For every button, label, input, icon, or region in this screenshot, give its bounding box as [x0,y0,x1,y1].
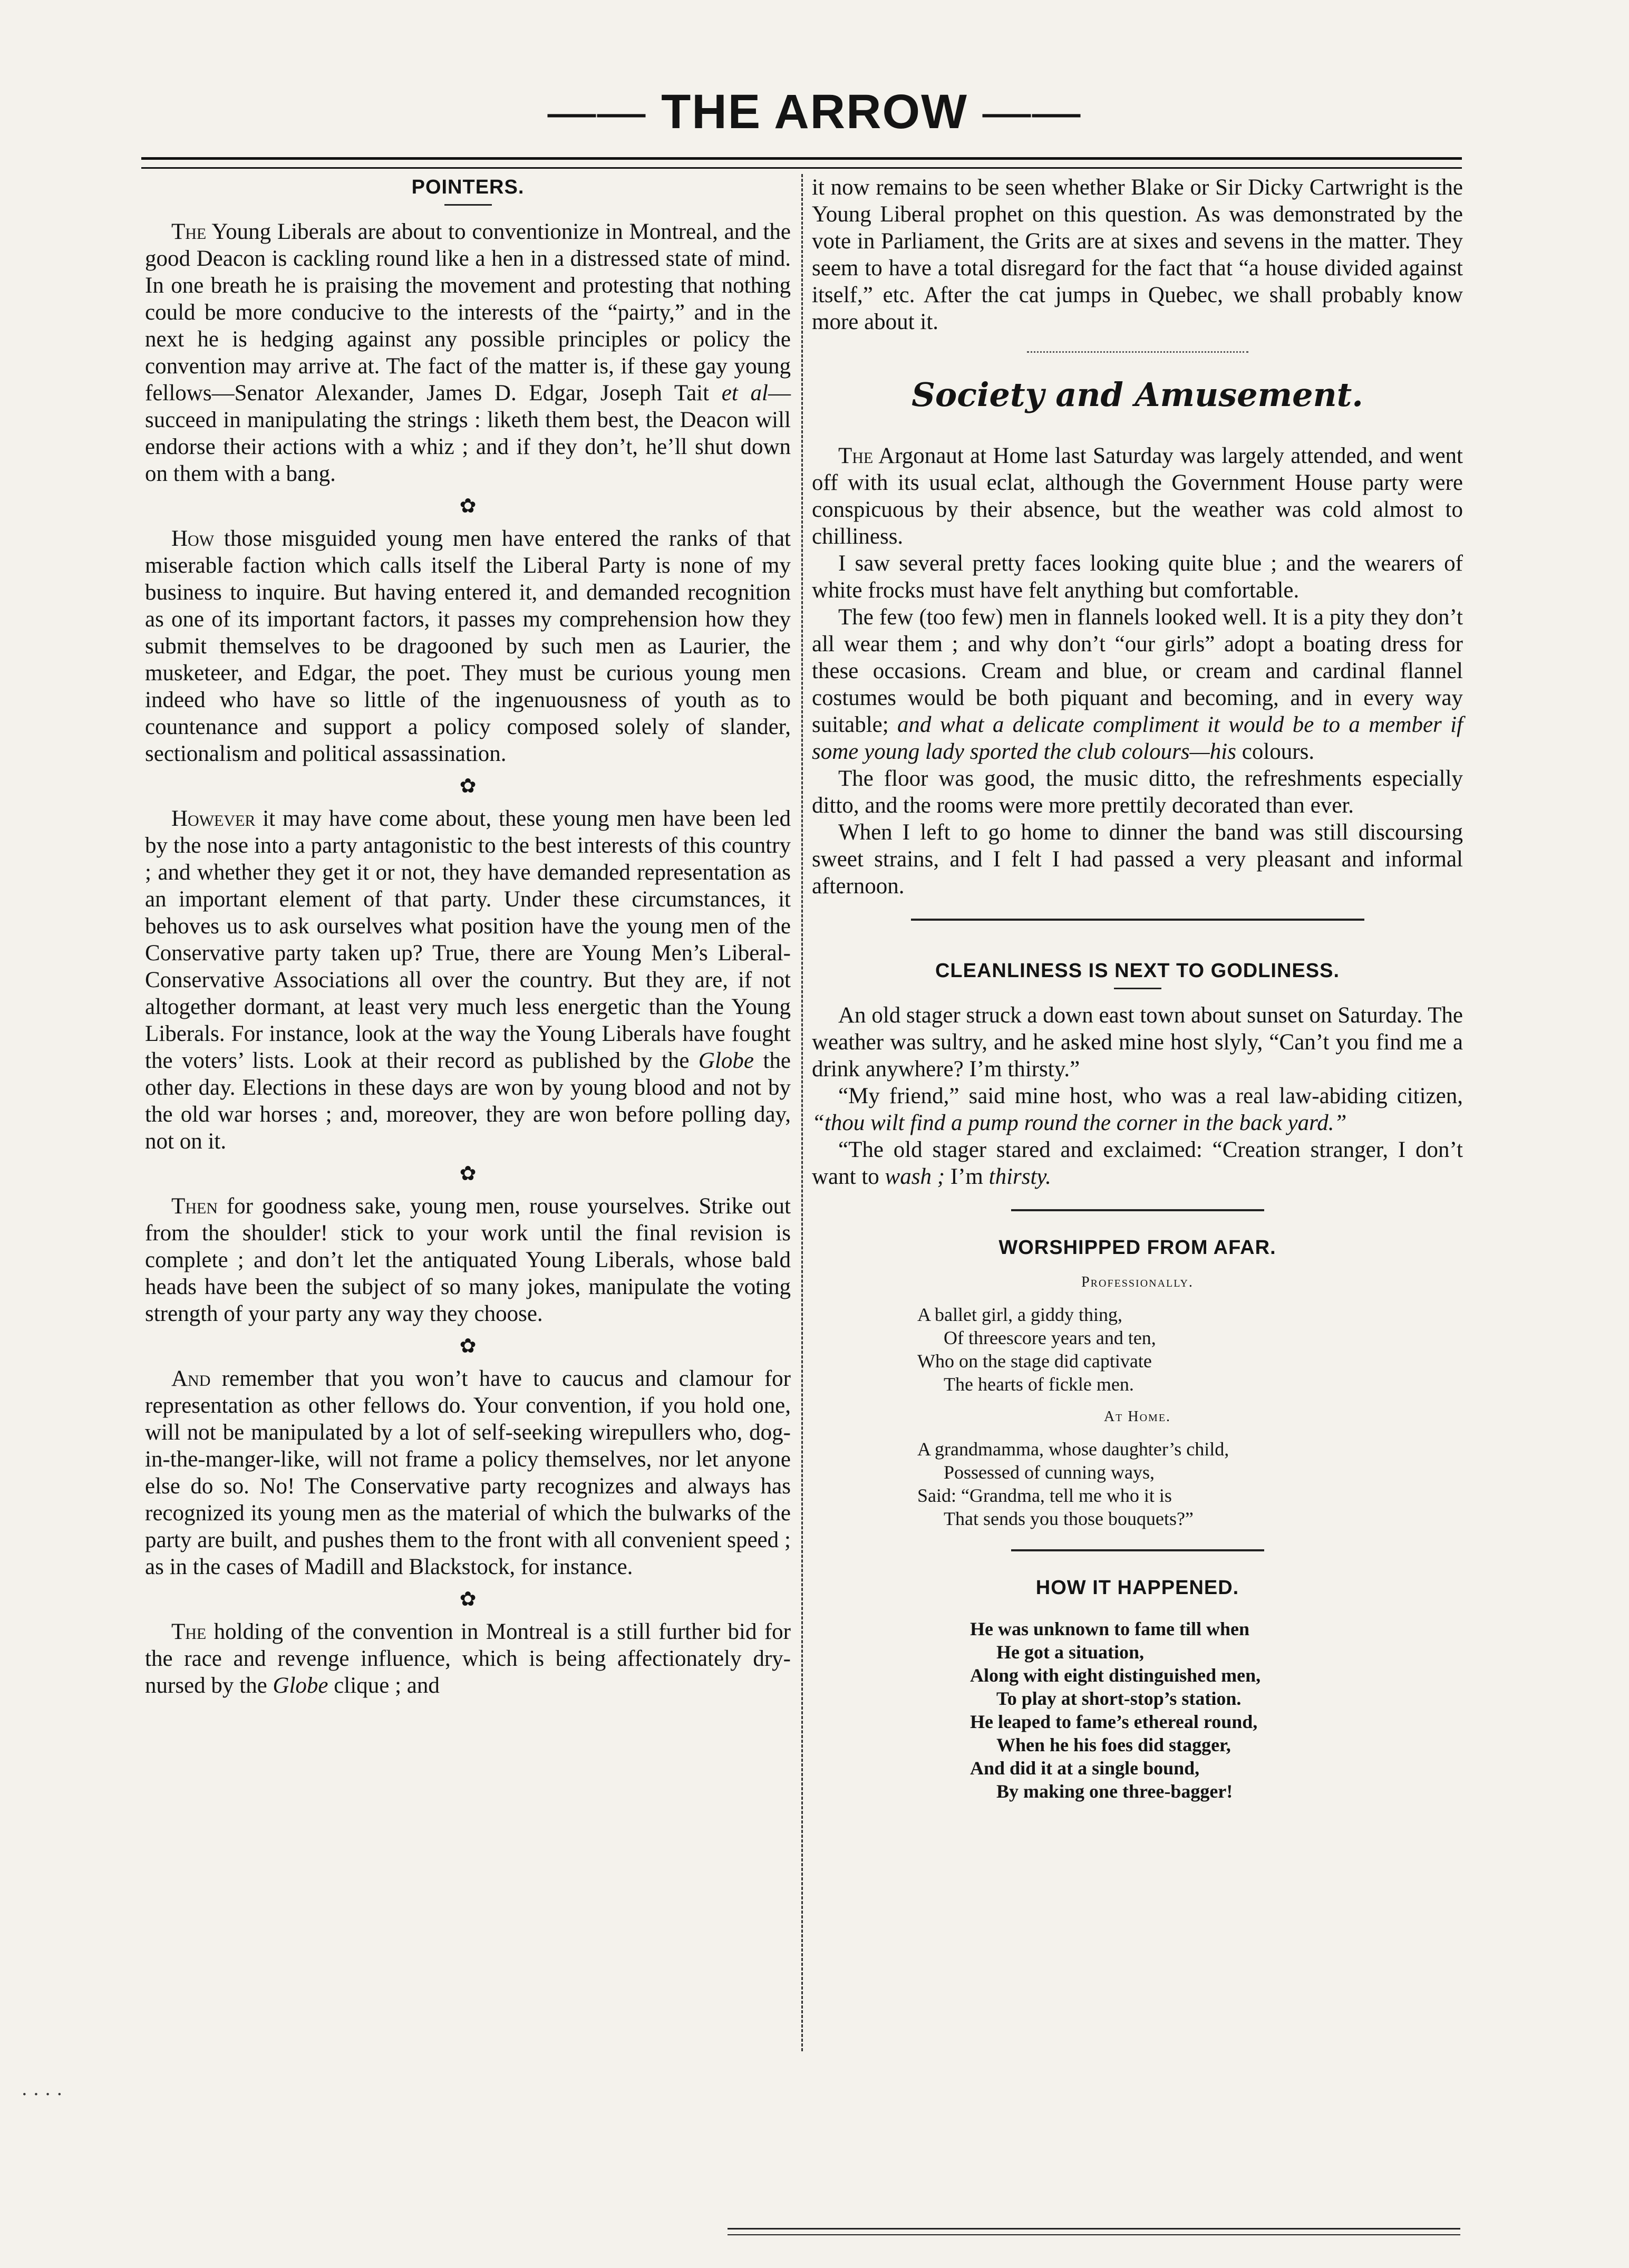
worshipped-verse-2 [917,1437,1463,1530]
verse-line: And did it at a single bound, [970,1758,1200,1779]
ornament-separator: ✿ [459,1163,477,1185]
ornament-separator: ✿ [459,495,477,517]
cleanliness-heading: CLEANLINESS IS NEXT TO GODLINESS. [935,960,1340,982]
pointers-continuation: it now remains to be seen whether Blake or Sir Dicky Cartwright is the Young Liberal prophet on this question. As was demonstrated by the vote in Parliament, the Grits are at sixes and sevens in the matter. They seem to have a total disregard for the fact that “a house divided against itself,” etc. After the cat jumps in Quebec, we shall probably know more about it. [812,175,1463,334]
verse-line: The hearts of fickle men. [944,1374,1134,1395]
how-it-happened-heading: HOW IT HAPPENED. [1035,1577,1239,1599]
masthead: —— THE ARROW —— [547,85,1082,139]
worshipped-subheading-2: At Home. [1103,1408,1171,1425]
heading-rule [444,204,492,206]
section-rule [911,919,1364,921]
pointers-paragraph-6: The holding of the convention in Montreal is a still further bid for the race and revenge influence, which is being affectionately dry-nursed by the Globe clique ; and [145,1619,791,1698]
masthead-dash-right: — [982,85,1032,139]
verse-line: He was unknown to fame till when [970,1618,1250,1639]
worshipped-heading: WORSHIPPED FROM AFAR. [998,1237,1276,1259]
pointers-paragraph-1: The Young Liberals are about to conventionize in Montreal, and the good Deacon is cackling round like a hen in a distressed state of mind. In one breath he is praising the movement and protesting that nothing could be more conducive to the interests of the “pairty,” and in the next he is hedging against any possible principles or policy the convention may arrive at. The fact of the matter is, if these gay young fellows—Senator Alexander, James D. Edgar, Joseph Tait et al—succeed in manipulating the strings : liketh them best, the Deacon will endorse their actions with a whiz ; and if they don’t, he’ll shut down on them with a bang. [145,219,791,486]
heading-rule [1114,988,1161,989]
verse-line: He got a situation, [996,1642,1145,1663]
verse-line: To play at short-stop’s station. [996,1688,1242,1709]
pointers-heading: POINTERS. [411,176,525,198]
masthead-title: THE ARROW [661,85,968,139]
cleanliness-paragraph-1: An old stager struck a down east town about sunset on Saturday. The weather was sultry, and he asked mine host slyly, “Can’t you find me a drink anywhere? I’m thirsty.” [812,1003,1463,1082]
verse-line: Possessed of cunning ways, [944,1462,1155,1483]
verse-line: A grandmamma, whose daughter’s child, [917,1439,1229,1460]
verse-line: That sends you those bouquets?” [944,1508,1194,1529]
print-specks: · · · · [21,2083,63,2106]
footer-rule [728,2228,1460,2235]
pointers-paragraph-3: However it may have come about, these young men have been led by the nose into a party antagonistic to the best interests of this country ; and whether they get it or not, they have demanded representation as an important element of that party. Under these circumstances, it behoves us to ask ourselves what position have the young men of the Conservative party taken up? True, there are Young Men’s Liberal-Conservative Associations all over the country. But they are, if not altogether dormant, at least very much less energetic than the Young Liberals. For instance, look at the way the Young Liberals have fought the voters’ lists. Look at their record as published by the Globe the other day. Elections in these days are won by young blood and not by the old war horses ; and, moreover, they are won before polling day, not on it. [145,806,791,1154]
verse-line: He leaped to fame’s ethereal round, [970,1711,1258,1732]
cleanliness-paragraph-2: “My friend,” said mine host, who was a real law-abiding citizen, “thou wilt find a pump round the corner in the back yard.” [812,1084,1463,1135]
section-rule [1011,1209,1264,1211]
worshipped-subheading-1: Professionally. [1081,1274,1194,1290]
dotted-rule [1027,351,1248,353]
society-heading: Society and Amusement. [912,375,1363,414]
verse-line: Who on the stage did captivate [917,1350,1152,1372]
society-paragraph-2: I saw several pretty faces looking quite blue ; and the wearers of white frocks must have felt anything but comfortable. [812,551,1463,603]
verse-line: Said: “Grandma, tell me who it is [917,1485,1172,1506]
verse-line: Of threescore years and ten, [944,1327,1156,1348]
how-it-happened-verse [970,1617,1463,1803]
ornament-separator: ✿ [459,1335,477,1357]
right-column [812,174,1463,1803]
society-paragraph-4: The floor was good, the music ditto, the refreshments especially ditto, and the rooms were more prettily decorated than ever. [812,766,1463,818]
society-paragraph-1: The Argonaut at Home last Saturday was largely attended, and went off with its usual eclat, although the Government House party were conspicuous by their absence, but the weather was cold almost to chilliness. [812,443,1463,549]
column-divider [801,174,803,2051]
masthead-dash-left: — [547,85,597,139]
verse-line: Along with eight distinguished men, [970,1665,1261,1686]
pointers-paragraph-5: And remember that you won’t have to caucus and clamour for representation as other fellows do. Your convention, if you hold one, will not be manipulated by a lot of self-seeking wirepullers who, dog-in-the-manger-like, will not frame a policy themselves, nor let anyone else do so. No! The Conservative party recognizes and always has recognized its young men as the material of which the bulwarks of the party are built, and pushes them to the front with all convenient speed ; as in the cases of Madill and Blackstock, for instance. [145,1366,791,1579]
section-rule [1011,1549,1264,1551]
society-paragraph-3: The few (too few) men in flannels looked well. It is a pity they don’t all wear them ; and why don’t “our girls” adopt a boating dress for these occasions. Cream and blue, or cream and cardinal flannel costumes would be both piquant and becoming, and in every way suitable; and what a delicate compliment it would be to a member if some young lady sported the club colours—his colours. [812,605,1463,764]
ornament-separator: ✿ [459,1588,477,1610]
verse-line: A ballet girl, a giddy thing, [917,1304,1122,1325]
pointers-paragraph-2: How those misguided young men have entered the ranks of that miserable faction which calls itself the Liberal Party is none of my business to inquire. But having entered it, and demanded recognition as one of its important factors, it passes my comprehension how they submit themselves to be dragooned by such men as Laurier, the musketeer, and Edgar, the poet. They must be curious young men indeed who have so little of the ingenuousness of youth as to countenance and support a policy composed solely of slander, sectionalism and political assassination. [145,526,791,766]
ornament-separator: ✿ [459,775,477,797]
verse-line: By making one three-bagger! [996,1781,1233,1802]
verse-line: When he his foes did stagger, [996,1734,1231,1755]
cleanliness-paragraph-3: “The old stager stared and exclaimed: “Creation stranger, I don’t want to wash ; I’m thirsty. [812,1137,1463,1189]
worshipped-verse-1 [917,1303,1463,1396]
society-paragraph-5: When I left to go home to dinner the band was still discoursing sweet strains, and I felt I had passed a very pleasant and informal afternoon. [812,820,1463,899]
left-column [145,174,791,1699]
pointers-paragraph-4: Then for goodness sake, young men, rouse yourselves. Strike out from the shoulder! stick to your work until the final revision is complete ; and don’t let the antiquated Young Liberals, whose bald heads have been the subject of so many jokes, manipulate the voting strength of your party any way they choose. [145,1194,791,1326]
masthead-rule [141,157,1462,169]
